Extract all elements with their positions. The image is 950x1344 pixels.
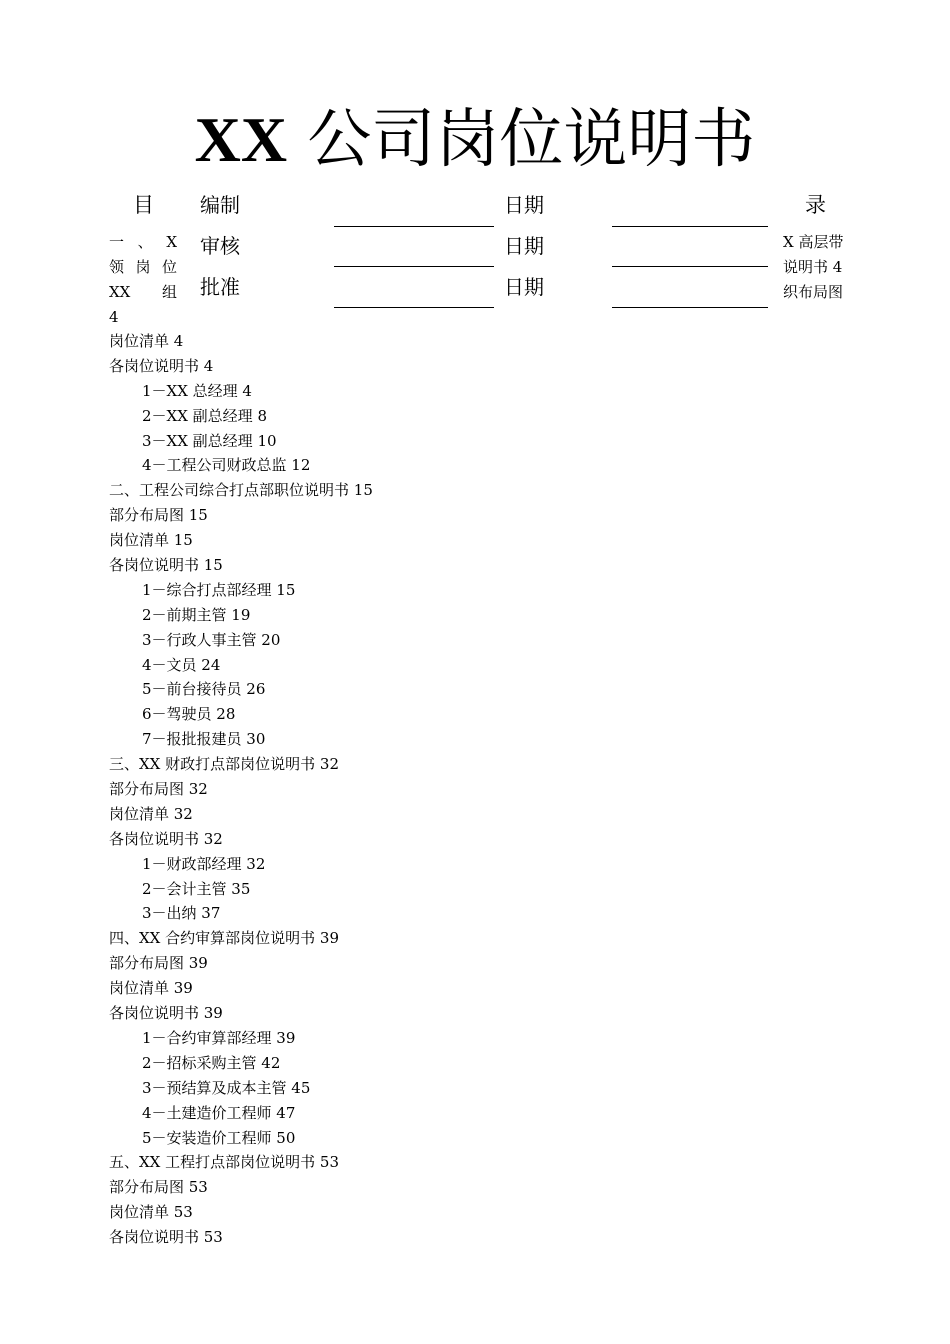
toc-entry[interactable]: 岗位清单 32 xyxy=(109,804,193,823)
toc-entry[interactable]: 4－土建造价工程师 47 xyxy=(142,1103,296,1122)
fragment-row: 说明书 4 xyxy=(783,258,843,276)
toc-heading-left: 目 xyxy=(133,193,154,217)
toc-entry[interactable]: 7－报批报建员 30 xyxy=(142,730,266,749)
section1-left-fragments xyxy=(109,230,177,330)
toc-entry[interactable]: 3－预结算及成本主管 45 xyxy=(142,1078,311,1097)
toc-entry[interactable]: 4－文员 24 xyxy=(142,655,221,674)
toc-entry[interactable]: 岗位清单 15 xyxy=(109,531,193,550)
toc-entry[interactable]: 四、XX 合约审算部岗位说明书 39 xyxy=(109,929,339,948)
date-line[interactable] xyxy=(612,307,768,308)
toc-entry[interactable]: 3－XX 副总经理 10 xyxy=(142,431,277,450)
fragment-row xyxy=(109,255,177,280)
date-line[interactable] xyxy=(612,266,768,267)
date-label: 日期 xyxy=(504,193,544,217)
toc-entry[interactable]: 5－前台接待员 26 xyxy=(142,680,266,699)
toc-entry[interactable]: 部分布局图 53 xyxy=(109,1178,208,1197)
signature-line[interactable] xyxy=(334,266,494,267)
fragment-text: 岗 xyxy=(135,258,151,276)
toc-entry[interactable]: 3－行政人事主管 20 xyxy=(142,630,281,649)
fragment-text: 组 xyxy=(161,283,177,301)
signature-line[interactable] xyxy=(334,226,494,227)
signature-label: 批准 xyxy=(200,275,240,299)
fragment-row: X 高层带 xyxy=(783,233,844,251)
toc-entry[interactable]: 五、XX 工程打点部岗位说明书 53 xyxy=(109,1153,339,1172)
toc-entry[interactable]: 二、工程公司综合打点部职位说明书 15 xyxy=(109,481,373,500)
document-title-latin: XX xyxy=(194,104,288,175)
fragment-text: 位 xyxy=(161,258,177,276)
toc-entry[interactable]: 5－安装造价工程师 50 xyxy=(142,1128,296,1147)
toc-entry[interactable]: 部分布局图 32 xyxy=(109,780,208,799)
fragment-text: 4 xyxy=(109,308,119,326)
document-title-cjk: 公司岗位说明书 xyxy=(307,103,756,177)
section1-right-fragments xyxy=(783,230,843,305)
toc-entry[interactable]: 3－出纳 37 xyxy=(142,904,221,923)
fragment-row xyxy=(109,280,177,305)
toc-entry[interactable]: 各岗位说明书 4 xyxy=(109,356,214,375)
toc-entry[interactable]: 各岗位说明书 15 xyxy=(109,556,223,575)
toc-entry[interactable]: 1－合约审算部经理 39 xyxy=(142,1028,296,1047)
fragment-row xyxy=(109,230,177,255)
toc-entry[interactable]: 部分布局图 39 xyxy=(109,954,208,973)
toc-entry[interactable]: 各岗位说明书 39 xyxy=(109,1004,223,1023)
toc-entry[interactable]: 1－XX 总经理 4 xyxy=(142,381,252,400)
document-title xyxy=(0,100,950,180)
signature-label: 审核 xyxy=(200,234,240,258)
toc-entry[interactable]: 1－综合打点部经理 15 xyxy=(142,580,296,599)
toc-entry[interactable]: 1－财政部经理 32 xyxy=(142,854,266,873)
date-line[interactable] xyxy=(612,226,768,227)
fragment-text: 一 xyxy=(109,233,125,251)
toc-entry[interactable]: 6－驾驶员 28 xyxy=(142,705,236,724)
signature-label: 编制 xyxy=(200,193,240,217)
toc-entry[interactable]: 三、XX 财政打点部岗位说明书 32 xyxy=(109,755,339,774)
toc-entry[interactable]: 2－招标采购主管 42 xyxy=(142,1053,281,1072)
toc-entry[interactable]: 2－前期主管 19 xyxy=(142,605,251,624)
table-of-contents xyxy=(109,329,809,1250)
toc-entry[interactable]: 岗位清单 39 xyxy=(109,979,193,998)
toc-entry[interactable]: 岗位清单 53 xyxy=(109,1203,193,1222)
toc-entry[interactable]: 2－会计主管 35 xyxy=(142,879,251,898)
toc-heading-right: 录 xyxy=(805,193,826,217)
fragment-text: X xyxy=(166,233,177,251)
fragment-row xyxy=(109,305,177,330)
toc-entry[interactable]: 各岗位说明书 32 xyxy=(109,829,223,848)
toc-entry[interactable]: 4－工程公司财政总监 12 xyxy=(142,456,311,475)
fragment-row: 织布局图 xyxy=(783,283,844,301)
date-label: 日期 xyxy=(504,275,544,299)
toc-entry[interactable]: 岗位清单 4 xyxy=(109,332,184,350)
signature-line[interactable] xyxy=(334,307,494,308)
fragment-text: 领 xyxy=(109,258,125,276)
fragment-text: XX xyxy=(109,283,131,301)
toc-entry[interactable]: 2－XX 副总经理 8 xyxy=(142,406,267,425)
toc-entry[interactable]: 部分布局图 15 xyxy=(109,506,208,525)
date-label: 日期 xyxy=(504,234,544,258)
fragment-text: 、 xyxy=(137,233,153,251)
toc-entry[interactable]: 各岗位说明书 53 xyxy=(109,1228,223,1247)
